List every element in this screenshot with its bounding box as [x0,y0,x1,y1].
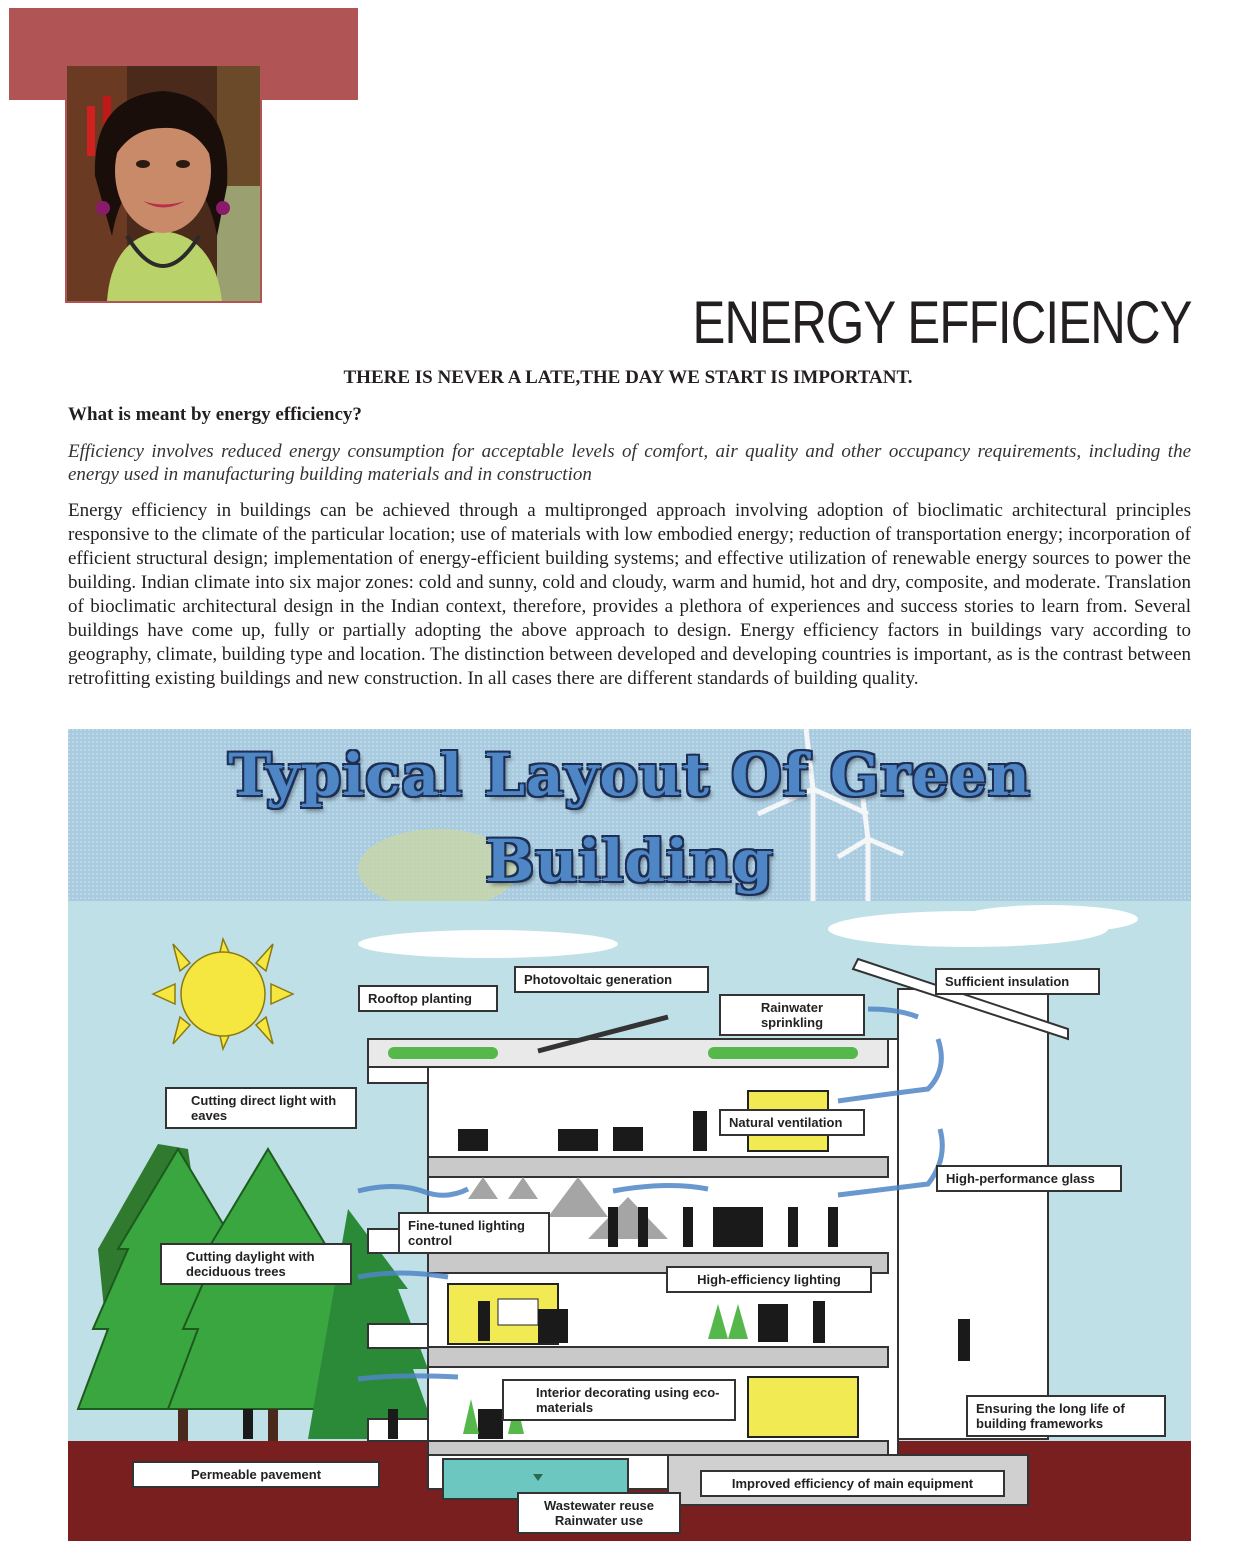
definition-paragraph: Efficiency involves reduced energy consumption for acceptable levels of comfort, air quality and other occupancy requirements, including the energy used in manufacturing building materials and in construction [68,441,1191,485]
label-permeable-pavement: Permeable pavement [132,1461,380,1488]
green-building-infographic [68,729,1191,1541]
infographic-title-line2: Building [485,827,774,895]
label-photovoltaic: Photovoltaic generation [514,966,709,993]
page-title: ENERGY EFFICIENCY [692,289,1192,356]
author-photo [65,64,262,303]
label-fine-tuned-lighting: Fine-tuned lighting control [398,1212,550,1254]
label-interior-decorating: Interior decorating using eco-materials [502,1379,736,1421]
tagline: THERE IS NEVER A LATE,THE DAY WE START IS IMPORTANT. [343,367,913,388]
infographic-title-line1: Typical Layout Of Green [228,741,1031,809]
label-rooftop-planting: Rooftop planting [358,985,498,1012]
section-heading: What is meant by energy efficiency? [68,404,362,425]
label-cutting-direct-light: Cutting direct light with eaves [165,1087,357,1129]
label-high-performance-glass: High-performance glass [936,1165,1122,1192]
label-sufficient-insulation: Sufficient insulation [935,968,1100,995]
label-improved-efficiency: Improved efficiency of main equipment [700,1470,1005,1497]
label-cutting-daylight: Cutting daylight with deciduous trees [160,1243,352,1285]
label-long-life: Ensuring the long life of building frameworks [966,1395,1166,1437]
label-rainwater-sprinkling: Rainwater sprinkling [719,994,865,1036]
label-natural-ventilation: Natural ventilation [719,1109,865,1136]
label-wastewater: Wastewater reuse Rainwater use [517,1492,681,1534]
label-high-efficiency-lighting: High-efficiency lighting [666,1266,872,1293]
body-paragraph: Energy efficiency in buildings can be achieved through a multipronged approach involving adoption of bioclimatic architectural principles responsive to the climate of the particular location; use of materials with low embodied energy; reduction of transportation energy; incorporation of efficient structural design; implementation of energy-efficient building systems; and effective utilization of renewable energy sources to power the building. Indian climate into six major zones: cold and sunny, cold and cloudy, warm and humid, hot and dry, composite, and moderate. Translation of bioclimatic architectural design in the Indian context, therefore, provides a plethora of experiences and success stories to learn from. Several buildings have come up, fully or partially adopting the above approach to design. Energy efficiency factors in buildings vary according to geography, climate, building type and location. The distinction between developed and developing countries is important, as is the contrast between retrofitting existing buildings and new construction. In all cases there are different standards of building quality. [68,500,1191,689]
